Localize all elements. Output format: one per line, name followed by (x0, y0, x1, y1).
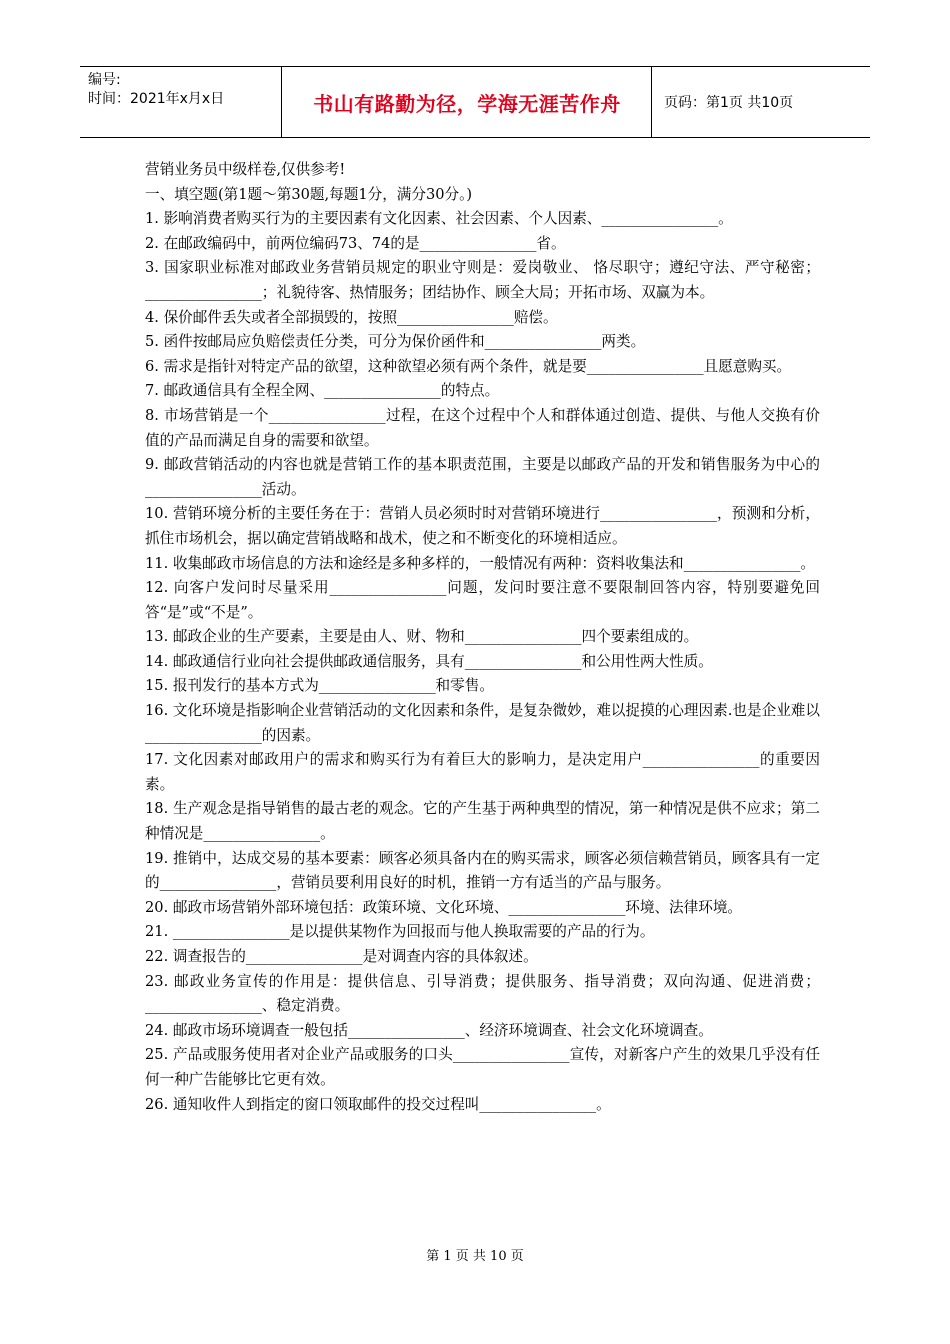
question-list (145, 207, 820, 1117)
question-item: 15. 报刊发行的基本方式为________________和零售。 (145, 677, 494, 695)
question-item: 18. 生产观念是指导销售的最古老的观念。它的产生基于两种典型的情况，第一种情况是供不应求；第二种情况是________________。 (145, 800, 820, 843)
page-header (80, 66, 870, 138)
question-item: 13. 邮政企业的生产要素，主要是由人、财、物和________________四个要素组成的。 (145, 628, 699, 646)
document-body (145, 158, 820, 1117)
question-item: 2. 在邮政编码中，前两位编码73、74的是________________省。 (145, 234, 566, 252)
question-item: 20. 邮政市场营销外部环境包括：政策环境、文化环境、________________环境、法律环境。 (145, 898, 743, 916)
header-motto: 书山有路勤为径，学海无涯苦作舟 (283, 67, 652, 137)
question-item: 11. 收集邮政市场信息的方法和途经是多种多样的，一般情况有两种：资料收集法和________________。 (145, 554, 815, 572)
question-item: 22. 调查报告的________________是对调查内容的具体叙述。 (145, 948, 538, 965)
document-title: 营销业务员中级样卷,仅供参考! (145, 161, 346, 178)
question-item: 7. 邮政通信具有全程全网、________________的特点。 (145, 382, 500, 400)
question-item: 25. 产品或服务使用者对企业产品或服务的口头________________宣传，对新客户产生的效果几乎没有任何一种广告能够比它更有效。 (145, 1046, 820, 1088)
question-item: 17. 文化因素对邮政用户的需求和购买行为有着巨大的影响力，是决定用户________________的重要因素。 (145, 751, 820, 793)
header-page-info: 页码：第1页 共10页 (664, 95, 794, 111)
section-heading: 一、填空题(第1题～第30题,每题1分，满分30分。) (145, 185, 473, 203)
question-item: 6. 需求是指针对特定产品的欲望，这种欲望必须有两个条件，就是要________________且愿意购买。 (145, 357, 792, 375)
question-item: 23. 邮政业务宣传的作用是：提供信息、引导消费；提供服务、指导消费；双向沟通、促进消费；________________、稳定消费。 (145, 972, 820, 1015)
question-item: 4. 保价邮件丢失或者全部损毁的，按照________________赔偿。 (145, 308, 558, 326)
question-item: 26. 通知收件人到指定的窗口领取邮件的投交过程叫________________。 (145, 1095, 611, 1113)
question-item: 16. 文化环境是指影响企业营销活动的文化因素和条件，是复杂微妙，难以捉摸的心理因素.也是企业难以________________的因素。 (145, 702, 820, 744)
id-label: 编号: (88, 72, 121, 88)
question-item: 10. 营销环境分析的主要任务在于：营销人员必须时时对营销环境进行________________，预测和分析，抓住市场机会，据以确定营销战略和战术，使之和不断变化的环境相适应。 (145, 505, 820, 547)
time-label: 时间：2021年x月x日 (88, 91, 225, 107)
page-footer: 第 1 页 共 10 页 (426, 1249, 524, 1264)
question-item: 19. 推销中，达成交易的基本要素：顾客必须具备内在的购买需求，顾客必须信赖营销员，顾客具有一定的________________，营销员要利用良好的时机，推销一方有适当的产品与服务。 (145, 849, 820, 892)
question-item: 14. 邮政通信行业向社会提供邮政通信服务，具有________________和公用性两大性质。 (145, 652, 713, 670)
question-item: 5. 函件按邮局应负赔偿责任分类，可分为保价函件和________________两类。 (145, 333, 646, 351)
header-meta (80, 67, 282, 137)
question-item: 9. 邮政营销活动的内容也就是营销工作的基本职责范围，主要是以邮政产品的开发和销售服务为中心的________________活动。 (145, 456, 820, 498)
question-item: 3. 国家职业标准对邮政业务营销员规定的职业守则是：爱岗敬业、 恪尽职守；遵纪守法、严守秘密；________________；礼貌待客、热情服务；团结协作、顾全大局；开拓市场、双赢为本。 (145, 259, 820, 301)
question-item: 12. 向客户发问时尽量采用________________问题，发问时要注意不要限制回答内容，特别要避免回答“是”或“不是”。 (145, 579, 820, 621)
question-item: 21. ________________是以提供某物作为回报而与他人换取需要的产品的行为。 (145, 923, 655, 941)
question-item: 1. 影响消费者购买行为的主要因素有文化因素、社会因素、个人因素、________________。 (145, 210, 733, 228)
question-item: 24. 邮政市场环境调查一般包括________________、经济环境调查、社会文化环境调查。 (145, 1021, 713, 1039)
question-item: 8. 市场营销是一个________________过程，在这个过程中个人和群体通过创造、提供、与他人交换有价值的产品而满足自身的需要和欲望。 (145, 406, 820, 449)
